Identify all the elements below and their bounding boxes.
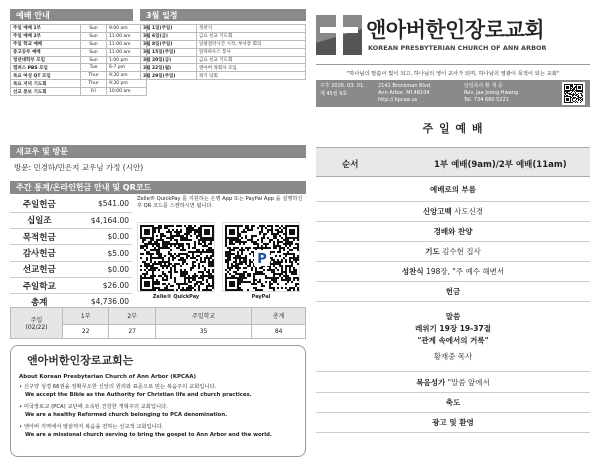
address-line-2: Ann Arbor, MI 48104: [378, 90, 430, 96]
schedule-date: 3월 1일(주일): [141, 25, 197, 33]
offering-value: $0.00: [69, 261, 132, 277]
about-list: [19, 384, 297, 440]
offering-label: 감사헌금: [10, 245, 69, 261]
schedule-row: [141, 48, 306, 56]
worship-day: Fri: [81, 88, 107, 96]
attendance-header-4: 총계: [252, 308, 306, 325]
worship-name: 목요 저녁 기도회: [11, 80, 81, 88]
schedule-event: 성찬식: [197, 25, 306, 33]
order-item: [316, 242, 590, 262]
order-item-label: 헌금: [445, 287, 461, 296]
attendance-label: [11, 308, 63, 339]
newcomers-header: [10, 145, 306, 158]
worship-time: 10:00 am: [107, 88, 147, 96]
worship-row: [11, 48, 147, 56]
qr-note: Zelle® QuickPay 를 지원하는 은행 App 또는 PayPal App 을 실행하신 후 QR 코드를 스캔하시면 됩니다.: [137, 196, 303, 210]
attendance-label-date: (02/22): [25, 324, 48, 331]
schedule-date: 3월 22일(월): [141, 64, 197, 72]
offering-table: [10, 196, 132, 311]
issue-number: 제 45권 9호: [320, 91, 348, 97]
attendance-table: [10, 307, 306, 339]
offering-label: 선교헌금: [10, 261, 69, 277]
zelle-qr-code: [137, 222, 215, 292]
worship-info-table: [10, 24, 147, 96]
stats-header: [10, 181, 306, 194]
worship-time: 6-7 pm: [107, 64, 147, 72]
schedule-row: [141, 40, 306, 48]
worship-time: 1:00 pm: [107, 56, 147, 64]
church-name: 앤아버한인장로교회: [366, 18, 545, 42]
worship-day: Sun: [81, 25, 107, 33]
attendance-value-3: 35: [155, 324, 251, 338]
schedule-event: 앤아버 목회자 모임: [197, 64, 306, 72]
worship-time: 9:30 am: [107, 72, 147, 80]
sermon-ref: 레위기 19장 19-37절: [415, 323, 491, 333]
bullet-icon: •: [19, 403, 24, 410]
offering-row: [10, 277, 132, 293]
church-motto: "하나님의 말씀이 빛이 되고, 하나님의 영이 교사가 되며, 하나님의 영광이 목적이 되는 교회": [346, 71, 560, 77]
worship-time: 9:00 am: [107, 25, 147, 33]
attendance-value-4: 84: [252, 324, 306, 338]
attendance-header-1: 1부: [63, 308, 109, 325]
schedule-date: 3월 29일(주일): [141, 72, 197, 80]
church-logo: [316, 9, 362, 59]
order-item: [316, 393, 590, 413]
church-qr-code: [562, 82, 585, 105]
order-item-label: 말씀: [445, 311, 461, 321]
offering-row: [10, 196, 132, 212]
worship-name: 캠퍼스 PBS 모임: [11, 64, 81, 72]
sermon-block: [316, 302, 590, 372]
schedule-event: 금요 선교 기도회: [197, 56, 306, 64]
worship-row: [11, 72, 147, 80]
offering-label: 주일학교: [10, 277, 69, 293]
order-item-label: 성찬식: [401, 267, 424, 276]
worship-row: [11, 88, 147, 96]
pastor-ko: 담임목사 황 재 중: [464, 83, 503, 89]
offering-row: [10, 261, 132, 277]
order-item-detail: 198장, "주 예수 해변서: [423, 267, 505, 276]
about-item-en: We accept the Bible as the Authority for Christian life and church practices.: [25, 391, 252, 398]
worship-time: 9:30 pm: [107, 80, 147, 88]
offering-row: [10, 212, 132, 228]
worship-day: Sun: [81, 32, 107, 40]
offering-value: $0.00: [69, 229, 132, 245]
worship-row: [11, 64, 147, 72]
offering-value: $5.00: [69, 245, 132, 261]
worship-name: 중고등부 예배: [11, 48, 81, 56]
order-item-label: 광고 및 환영: [432, 418, 474, 427]
schedule-row: [141, 56, 306, 64]
worship-day: Tue: [81, 64, 107, 72]
worship-time: 11:00 am: [107, 48, 147, 56]
order-item: [316, 372, 590, 393]
about-item: [19, 384, 297, 400]
schedule-row: [141, 64, 306, 72]
about-item: [19, 424, 297, 440]
newcomers-text: 방문: 민경하/민은지 교우님 가정 (시안): [14, 163, 144, 172]
order-item: [316, 282, 590, 302]
schedule-date: 3월 15일(주일): [141, 48, 197, 56]
order-value: 1부 예배(9am)/2부 예배(11am): [434, 160, 567, 170]
march-schedule-header: [140, 9, 306, 21]
order-item-detail: 김수현 집사: [439, 247, 481, 256]
worship-time: 11:00 am: [107, 32, 147, 40]
march-schedule-title: 3월 일정: [146, 10, 178, 20]
stats-title: 주간 통계/온라인헌금 안내 및 QR코드: [16, 183, 152, 192]
order-item: [316, 202, 590, 222]
order-item-label: 신앙고백: [422, 207, 452, 216]
church-phone: Tel. 734 680 5221: [464, 97, 509, 103]
order-item-label: 기도: [425, 247, 440, 256]
worship-name: 목요 여성 QT 모임: [11, 72, 81, 80]
offering-row: [10, 245, 132, 261]
order-header: [316, 147, 590, 177]
pastor-en: Rev. Jae Joong Hwang: [464, 90, 519, 96]
schedule-date: 3월 8일(주일): [141, 40, 197, 48]
schedule-event: 알파하우스 봉사: [197, 48, 306, 56]
order-label: 순서: [342, 160, 359, 170]
order-item: [316, 262, 590, 282]
sermon-title: "관계 속에서의 거룩": [417, 335, 489, 345]
worship-name: 주일 예배 2부: [11, 32, 81, 40]
order-item: [316, 413, 590, 433]
worship-name: 선교 중보 기도회: [11, 88, 81, 96]
about-item-en: We are a missional church serving to bring the gospel to Ann Arbor and the world.: [25, 431, 272, 438]
worship-time: 11:00 am: [107, 40, 147, 48]
info-bar: [316, 80, 590, 107]
order-item: [316, 178, 590, 202]
offering-label: 목적헌금: [10, 229, 69, 245]
about-box: [10, 345, 306, 457]
paypal-qr-code: [222, 222, 300, 292]
sermon-preacher: 황재중 목사: [433, 351, 473, 361]
worship-day: Sun: [81, 56, 107, 64]
order-item: [316, 222, 590, 242]
bullet-icon: •: [19, 423, 24, 430]
zelle-label: Zelle® QuickPay: [152, 294, 200, 300]
order-item-label: 복음성가: [416, 377, 446, 387]
worship-day: Thur: [81, 80, 107, 88]
schedule-event: 일광절약시간 시작, 부서장 회의: [197, 40, 306, 48]
attendance-label-day: 주일: [30, 317, 43, 324]
about-item-en: We are a healthy Reformed church belonging to PCA denomination.: [25, 411, 228, 418]
newcomers-title: 새교우 및 방문: [16, 147, 68, 156]
offering-label: 주일헌금: [10, 196, 69, 212]
schedule-event: 금요 선교 기도회: [197, 32, 306, 40]
service-title: 주 일 예 배: [422, 122, 484, 135]
worship-day: Sun: [81, 40, 107, 48]
schedule-row: [141, 72, 306, 80]
order-item-label: 축도: [445, 398, 461, 407]
bullet-icon: •: [19, 384, 24, 390]
offering-value: $4,164.00: [69, 212, 132, 228]
about-item-ko: 앤아버 지역에서 땅끝까지 복음을 전하는 선교적 교회입니다.: [23, 423, 164, 430]
issue-date: 주후 2026. 03. 01.: [320, 83, 365, 89]
about-subtitle: About Korean Presbyterian Church of Ann Arbor (KPCAA): [19, 374, 197, 380]
paypal-label: PayPal: [251, 294, 271, 300]
schedule-row: [141, 32, 306, 40]
worship-info-title: 예배 안내: [16, 10, 50, 20]
schedule-row: [141, 25, 306, 33]
order-item-detail: "말씀 앞에서: [445, 377, 490, 387]
svg-text:P: P: [257, 252, 267, 267]
worship-row: [11, 40, 147, 48]
worship-info-header: [10, 9, 133, 21]
address-line-1: 2141 Brockman Blvd.: [378, 83, 432, 89]
about-item-ko: 미국장로교 (PCA) 교단에 소속된 건강한 개혁주의 교회입니다.: [23, 403, 168, 410]
offering-label: 총계: [10, 294, 69, 310]
about-item-ko: 신구약 성경 66권을 정확무오한 신앙의 원리와 표준으로 믿는 복음주의 교회입니다.: [23, 384, 217, 390]
worship-name: 주일 학교 예배: [11, 40, 81, 48]
worship-name: 주일 예배 1부: [11, 25, 81, 33]
worship-row: [11, 32, 147, 40]
about-title: 앤아버한인장로교회는: [27, 354, 134, 367]
church-name-en: KOREAN PRESBYTERIAN CHURCH OF ANN ARBOR: [368, 44, 547, 52]
worship-row: [11, 25, 147, 33]
order-item-label: 예배로의 부름: [429, 185, 477, 194]
about-item: [19, 404, 297, 420]
attendance-header-2: 2부: [109, 308, 155, 325]
order-item-label: 경배와 찬양: [433, 227, 473, 236]
worship-row: [11, 80, 147, 88]
worship-day: Thur: [81, 72, 107, 80]
attendance-header-3: 주일학교: [155, 308, 251, 325]
schedule-date: 3월 20일(금): [141, 56, 197, 64]
worship-day: Sun: [81, 48, 107, 56]
schedule-event: 정기 당회: [197, 72, 306, 80]
attendance-value-1: 22: [63, 324, 109, 338]
march-schedule-table: [140, 24, 306, 80]
website[interactable]: http:// kpcaa.us: [378, 97, 418, 103]
attendance-value-2: 27: [109, 324, 155, 338]
worship-row: [11, 56, 147, 64]
offering-label: 십일조: [10, 212, 69, 228]
offering-value: $541.00: [69, 196, 132, 212]
worship-name: 청년대학부 모임: [11, 56, 81, 64]
offering-value: $4,736.00: [69, 294, 132, 310]
schedule-date: 3월 6일(금): [141, 32, 197, 40]
offering-row: [10, 229, 132, 245]
offering-value: $26.00: [69, 277, 132, 293]
order-item-detail: 사도신경: [451, 207, 484, 216]
